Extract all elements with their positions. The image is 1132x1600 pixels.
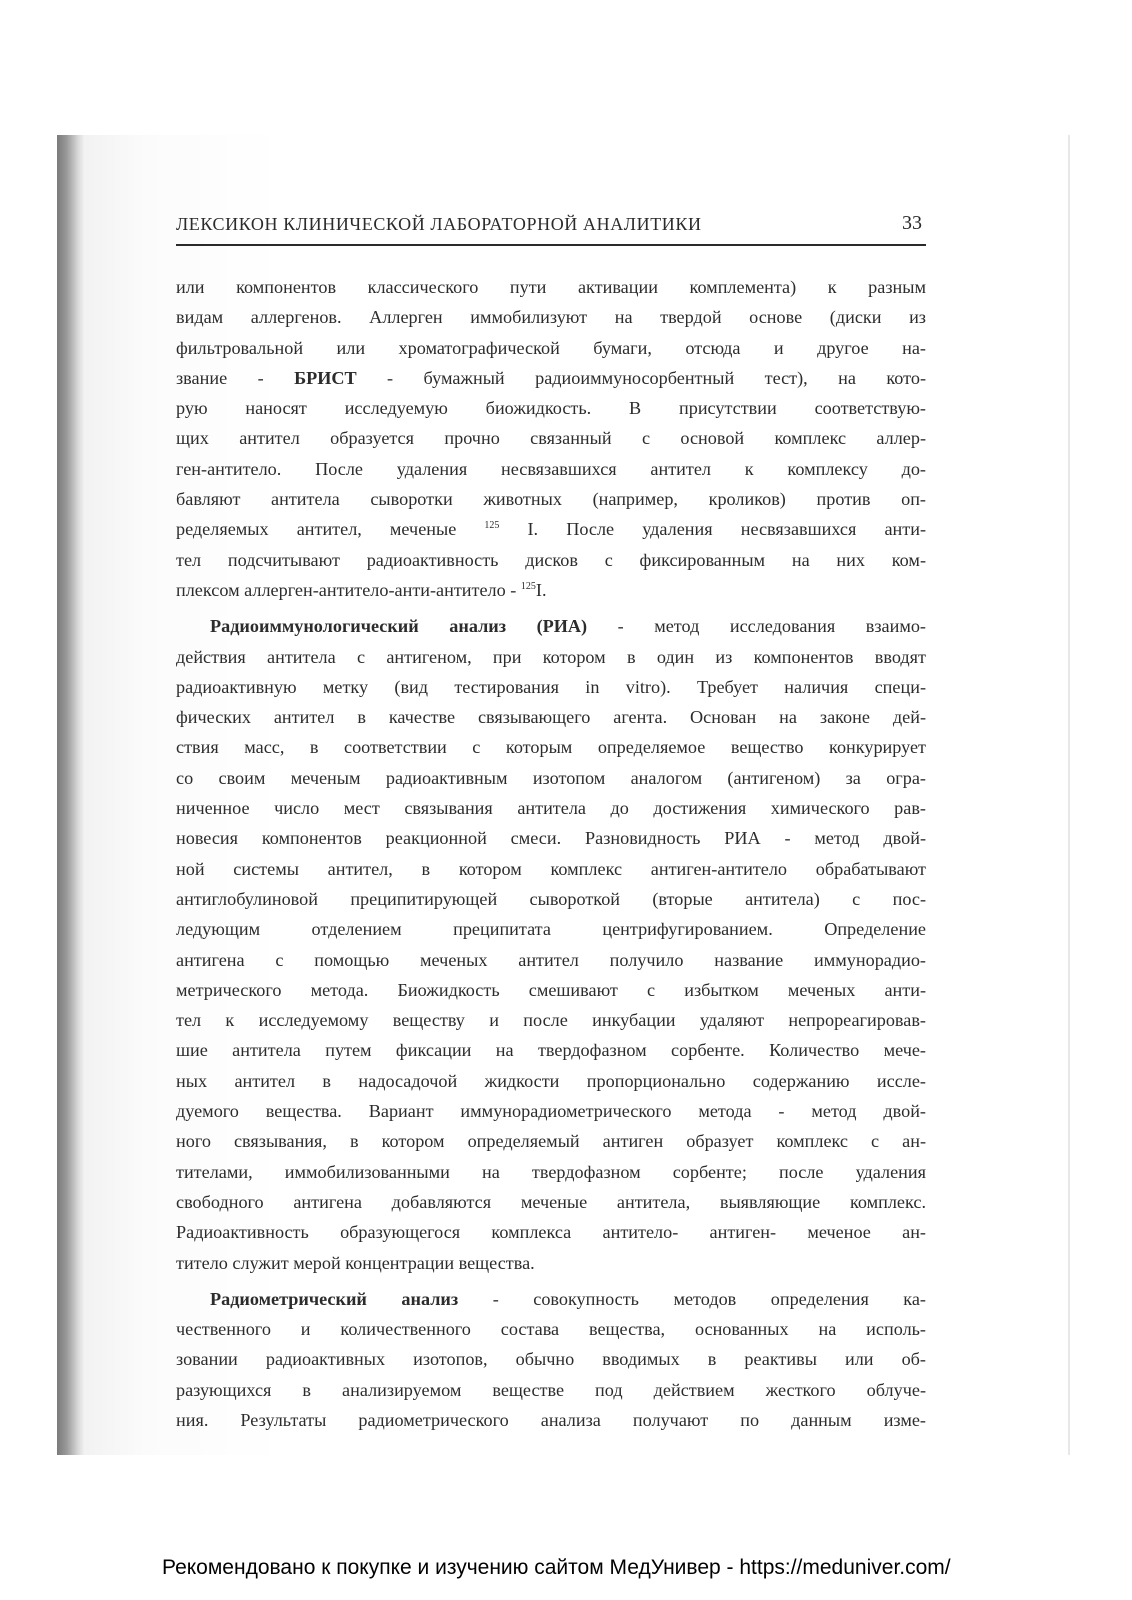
isotope-superscript: 125	[484, 520, 500, 532]
paragraph-2-line: дуемого вещества. Вариант иммунорадиометрического метода - метод двой-	[176, 1101, 926, 1122]
page-number: 33	[902, 212, 922, 234]
paragraph-1-line: бавляют антитела сыворотки животных (например, кроликов) против оп-	[176, 489, 926, 510]
paragraph-2-line: титело служит мерой концентрации вещества.	[176, 1252, 535, 1273]
line-text: - метод исследования взаимо-	[587, 616, 926, 637]
line-text: I. После удаления несвязавшихся анти-	[499, 519, 927, 540]
line-text: плексом аллерген-антитело-анти-антитело -	[176, 579, 521, 600]
paragraph-2-line: метрического метода. Биожидкость смешивают с избытком меченых анти-	[176, 979, 926, 1000]
line-text: ределяемых антител, меченые	[176, 519, 485, 540]
paragraph-2-line: тел к исследуемому веществу и после инкубации удаляют непрореагировав-	[176, 1010, 926, 1031]
paragraph-2-line	[176, 611, 926, 641]
paragraph-3-line: чественного и количественного состава вещества, основанных на исполь-	[176, 1319, 926, 1340]
running-title: ЛЕКСИКОН КЛИНИЧЕСКОЙ ЛАБОРАТОРНОЙ АНАЛИТИКИ	[176, 214, 702, 234]
paragraph-2-line: фических антител в качестве связывающего агента. Основан на законе дей-	[176, 707, 926, 728]
paragraph-2-line: антигена с помощью меченых антител получило название иммунорадио-	[176, 949, 926, 970]
paragraph-2-line: тителами, иммобилизованными на твердофазном сорбенте; после удаления	[176, 1161, 926, 1182]
paragraph-1-line	[176, 514, 926, 544]
paragraph-2-line: Радиоактивность образующегося комплекса антитело- антиген- меченое ан-	[176, 1222, 926, 1243]
term-ria: Радиоиммунологический анализ (РИА)	[210, 616, 588, 637]
paragraph-2-line: новесия компонентов реакционной смеси. Разновидность РИА - метод двой-	[176, 828, 926, 849]
footer-recommendation: Рекомендовано к покупке и изучению сайтом МедУнивер - https://meduniver.com/	[162, 1556, 951, 1579]
paragraph-2-line: ствия масс, в соответствии с которым определяемое вещество конкурирует	[176, 737, 926, 758]
paragraph-2-line: радиоактивную метку (вид тестирования in vitro). Требует наличия специ-	[176, 676, 926, 697]
paragraph-2-line: ной системы антител, в котором комплекс антиген-антитело обрабатывают	[176, 858, 926, 879]
paragraph-2-line: свободного антигена добавляются меченые антитела, выявляющие комплекс.	[176, 1191, 926, 1212]
paragraph-1-line	[176, 363, 926, 393]
term-brist: БРИСТ	[294, 367, 357, 388]
paragraph-1-line: рую наносят исследуемую биожидкость. В присутствии соответствую-	[176, 398, 926, 419]
paragraph-2-line: ного связывания, в котором определяемый антиген образует комплекс с ан-	[176, 1131, 926, 1152]
paragraph-2-line: действия антитела с антигеном, при котором в один из компонентов вводят	[176, 646, 926, 667]
term-radiometric: Радиометрический анализ	[210, 1288, 459, 1309]
isotope-superscript: 125	[520, 580, 536, 592]
paragraph-1-line: тел подсчитывают радиоактивность дисков с фиксированным на них ком-	[176, 549, 926, 570]
line-text: - бумажный радиоиммуносорбентный тест), на кото-	[356, 367, 927, 388]
paragraph-2-line: ледующим отделением преципитата центрифугированием. Определение	[176, 919, 926, 940]
paragraph-2-line: ниченное число мест связывания антитела до достижения химического рав-	[176, 798, 926, 819]
paragraph-2-line: шие антитела путем фиксации на твердофазном сорбенте. Количество мече-	[176, 1040, 926, 1061]
paragraph-3-line: разующихся в анализируемом веществе под действием жесткого облуче-	[176, 1379, 926, 1400]
paragraph-2-line: антиглобулиновой преципитирующей сывороткой (вторые антитела) с пос-	[176, 888, 926, 909]
paragraph-3-line	[176, 1284, 926, 1314]
paragraph-3-line: зовании радиоактивных изотопов, обычно вводимых в реактивы или об-	[176, 1349, 926, 1370]
line-text: звание -	[176, 367, 295, 388]
paragraph-1-line: щих антител образуется прочно связанный с основой комплекс аллер-	[176, 428, 926, 449]
paragraph-2-line: со своим меченым радиоактивным изотопом аналогом (антигеном) за огра-	[176, 767, 926, 788]
paragraph-2-line: ных антител в надосадочой жидкости пропорционально содержанию иссле-	[176, 1070, 926, 1091]
paragraph-1-line: видам аллергенов. Аллерген иммобилизуют на твердой основе (диски из	[176, 307, 926, 328]
paragraph-3-line: ния. Результаты радиометрического анализа получают по данным изме-	[176, 1409, 926, 1430]
paragraph-1-line: фильтровальной или хроматографической бумаги, отсюда и другое на-	[176, 337, 926, 358]
paragraph-1-line: ген-антитело. После удаления несвязавшихся антител к комплексу до-	[176, 458, 926, 479]
paragraph-1-line	[176, 575, 926, 605]
line-text: I.	[535, 579, 547, 600]
article-body	[176, 272, 926, 1435]
line-text: - совокупность методов определения ка-	[458, 1288, 926, 1309]
scan-binding-shadow	[57, 135, 85, 1455]
running-header	[176, 210, 926, 246]
paragraph-1-line: или компонентов классического пути активации комплемента) к разным	[176, 277, 926, 297]
page-edge	[1068, 135, 1070, 1455]
